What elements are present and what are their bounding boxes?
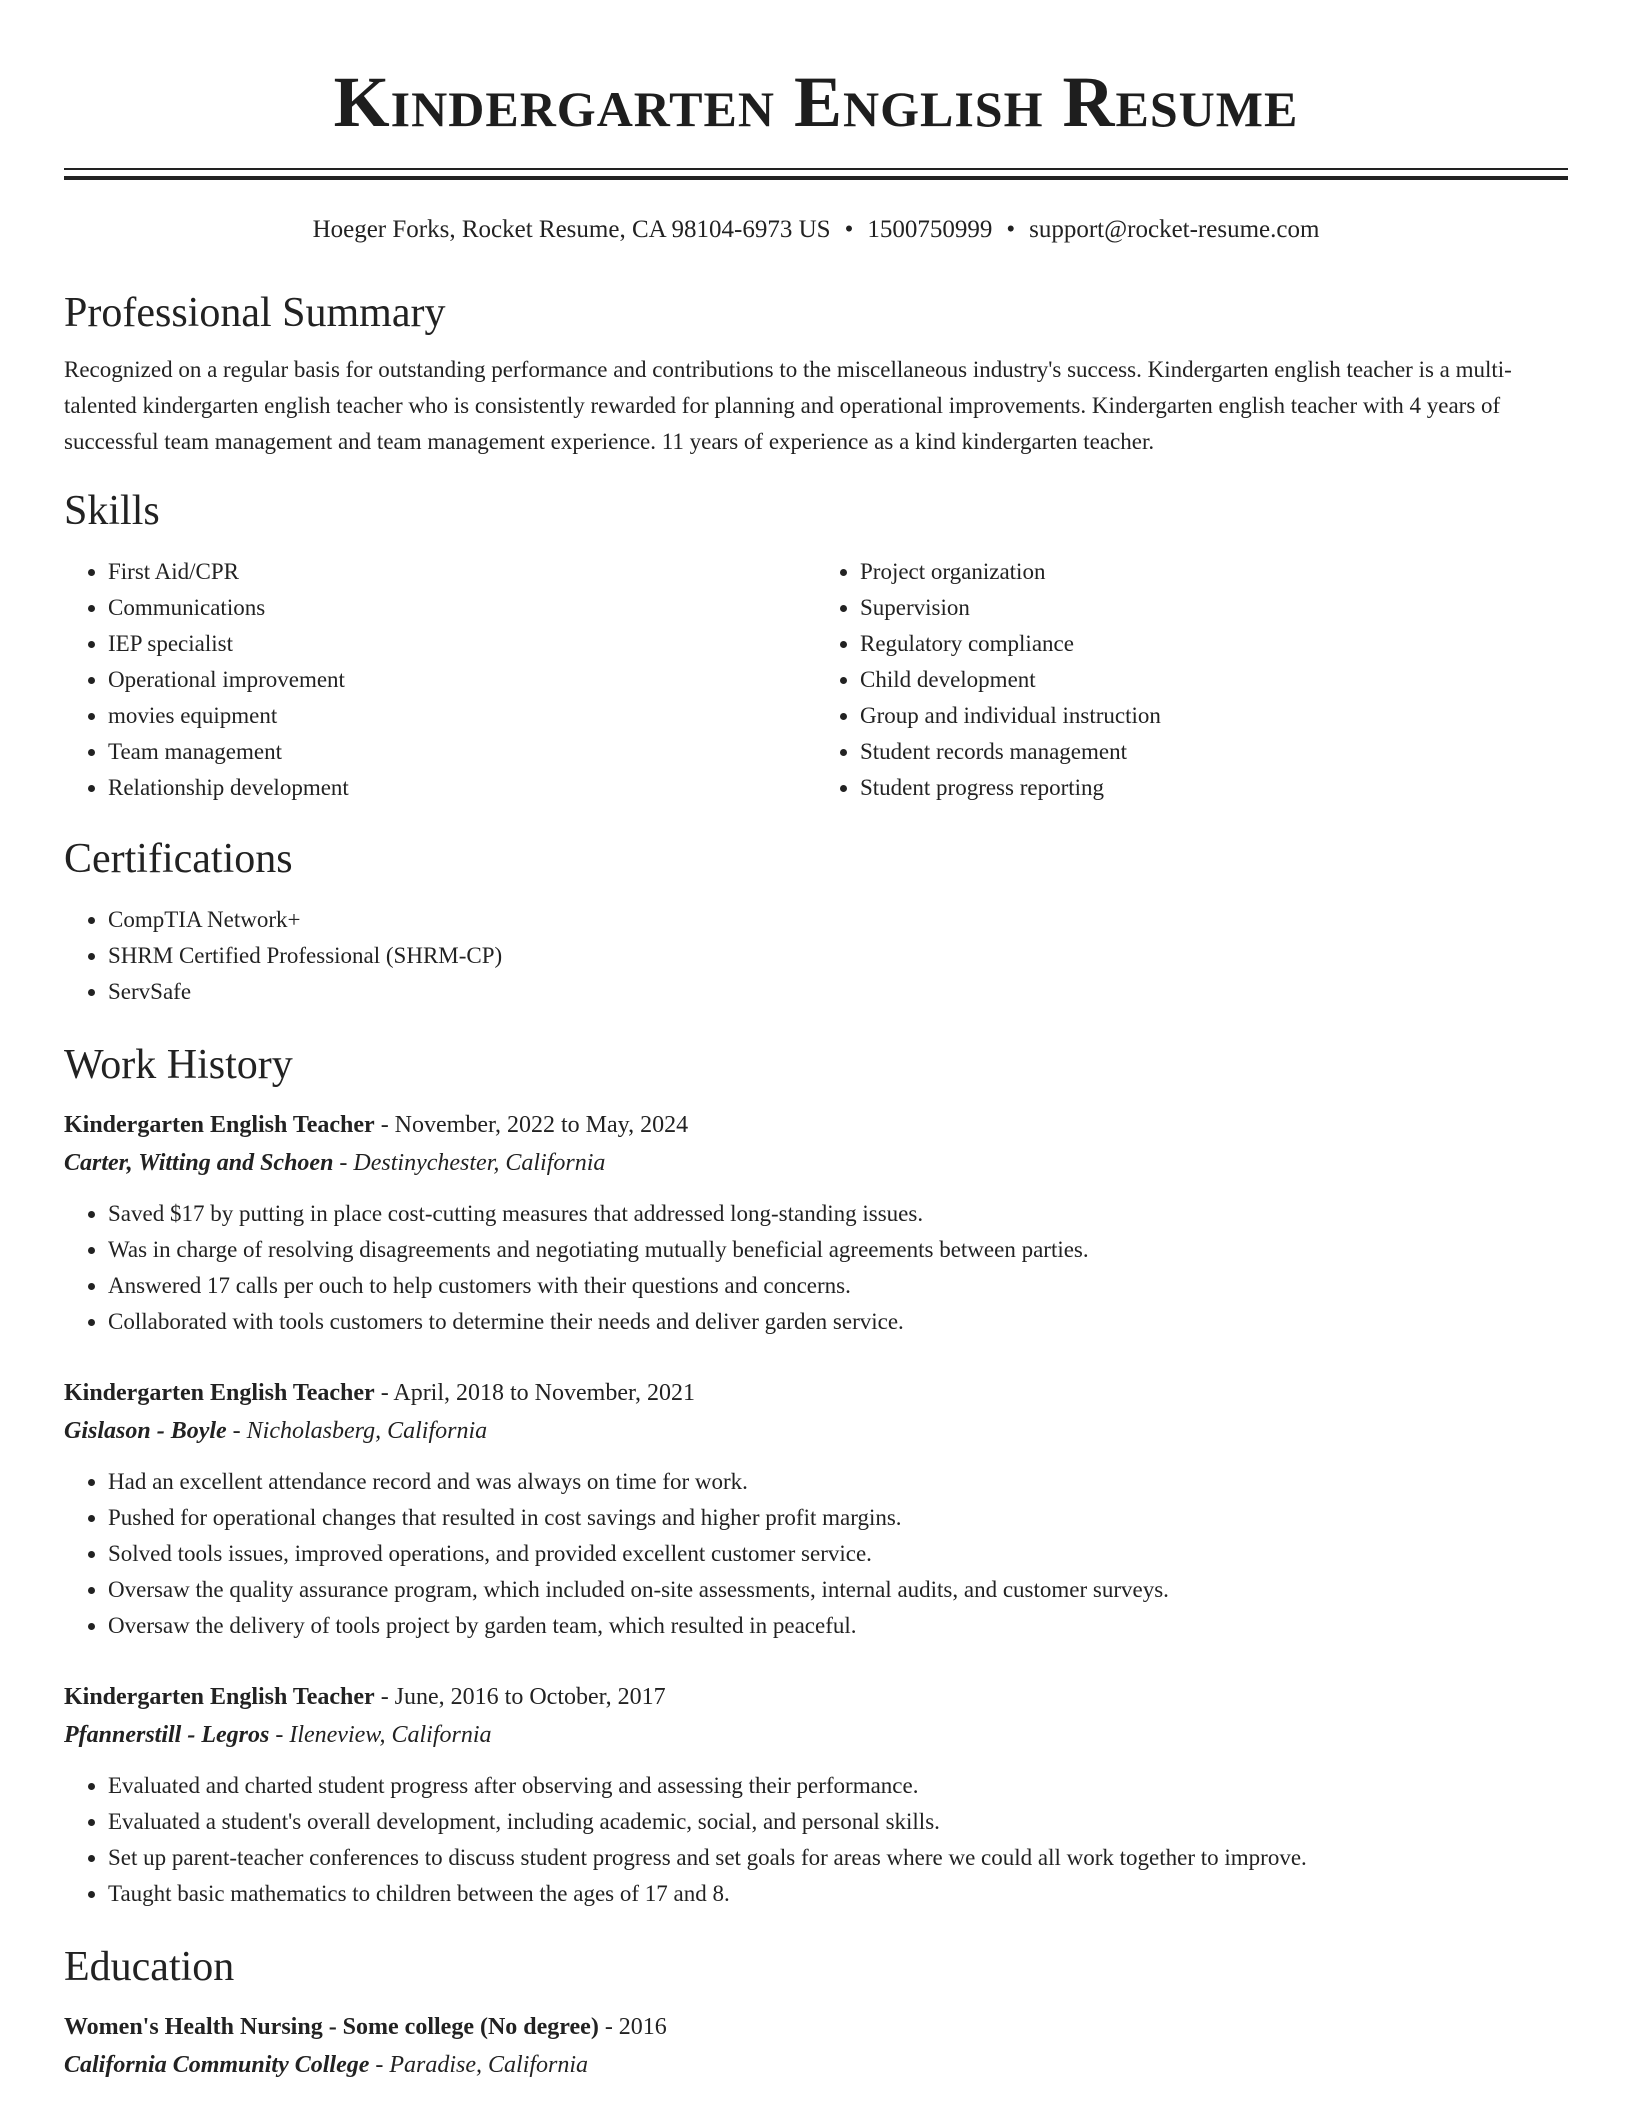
contact-line [64,214,1568,246]
company-line [64,1144,1568,1182]
company-line [64,1412,1568,1450]
job-dates: - June, 2016 to October, 2017 [374,1684,666,1710]
job-entry [64,1106,1568,1340]
skills-left-list [64,554,816,806]
job-entry [64,1678,1568,1912]
certifications-list [64,902,1568,1010]
job-bullet: • Oversaw the quality assurance program, which included on-site assessments, internal audits, and customer surveys. [108,1572,1568,1608]
company-location: - Nicholasberg, California [226,1418,488,1444]
company-name: Pfannerstill - Legros [64,1722,270,1748]
company-name: Carter, Witting and Schoen [64,1150,334,1176]
work-history-heading: Work History [64,1042,293,1088]
job-title-line [64,1374,1568,1412]
job-bullet: • Answered 17 calls per ouch to help customers with their questions and concerns. [108,1268,1568,1304]
job-entry [64,1374,1568,1644]
education-heading: Education [64,1944,235,1990]
job-bullets [64,1768,1568,1912]
contact-phone: 1500750999 [867,216,993,243]
job-dates: - April, 2018 to November, 2021 [374,1380,696,1406]
resume-page [64,0,1568,2084]
skill-item: • Project organization [860,554,1568,590]
company-location: - Ileneview, California [269,1722,492,1748]
job-bullet: • Was in charge of resolving disagreements and negotiating mutually beneficial agreements between parties. [108,1232,1568,1268]
job-bullet: • Oversaw the delivery of tools project by garden team, which resulted in peaceful. [108,1608,1568,1644]
title-rule-thin [64,168,1568,170]
job-bullets [64,1196,1568,1340]
skill-item: • Team management [108,734,816,770]
summary-heading: Professional Summary [64,290,446,336]
skill-item: • Regulatory compliance [860,626,1568,662]
job-bullet: • Had an excellent attendance record and was always on time for work. [108,1464,1568,1500]
certification-item: • SHRM Certified Professional (SHRM-CP) [108,938,1568,974]
school-location: - Paradise, California [369,2052,589,2078]
skill-item: • Student records management [860,734,1568,770]
resume-title: Kindergarten English Resume [333,62,1299,142]
contact-email: support@rocket-resume.com [1029,216,1320,243]
skill-item: • Operational improvement [108,662,816,698]
job-bullet: • Collaborated with tools customers to determine their needs and deliver garden service. [108,1304,1568,1340]
job-dates: - November, 2022 to May, 2024 [374,1112,689,1138]
skills-heading: Skills [64,488,160,534]
summary-text: Recognized on a regular basis for outstanding performance and contributions to the miscellaneous industry's success. Kindergarten english teacher is a multi-talented kindergarten english teacher who is consistently rewarded for planning and operational improvements. Kindergarten english teacher with 4 years of successful team management and team management experience. 11 years of experience as a kind kindergarten teacher. [64,357,1512,454]
job-bullet: • Taught basic mathematics to children between the ages of 17 and 8. [108,1876,1568,1912]
company-name: Gislason - Boyle [64,1418,227,1444]
skills-columns [64,554,1568,806]
skill-item: • First Aid/CPR [108,554,816,590]
job-bullet: • Evaluated a student's overall development, including academic, social, and personal skills. [108,1804,1568,1840]
certification-item: • ServSafe [108,974,1568,1010]
certifications-heading: Certifications [64,836,293,882]
school-line [64,2046,1568,2084]
job-title: Kindergarten English Teacher [64,1380,375,1406]
skill-item: • Student progress reporting [860,770,1568,806]
skill-item: • Supervision [860,590,1568,626]
job-title: Kindergarten English Teacher [64,1112,375,1138]
skill-item: • Relationship development [108,770,816,806]
skill-item: • IEP specialist [108,626,816,662]
job-title-line [64,1106,1568,1144]
degree-name: Women's Health Nursing - Some college (No degree) [64,2014,599,2040]
skill-item: • Group and individual instruction [860,698,1568,734]
education-entry [64,2008,1568,2084]
job-bullets [64,1464,1568,1644]
job-bullet: • Saved $17 by putting in place cost-cutting measures that addressed long-standing issues. [108,1196,1568,1232]
skill-item: • movies equipment [108,698,816,734]
contact-separator: • [1006,216,1016,243]
skills-right-list [816,554,1568,806]
job-bullet: • Solved tools issues, improved operations, and provided excellent customer service. [108,1536,1568,1572]
skill-item: • Child development [860,662,1568,698]
job-bullet: • Pushed for operational changes that resulted in cost savings and higher profit margins. [108,1500,1568,1536]
degree-year: - 2016 [598,2014,667,2040]
job-title: Kindergarten English Teacher [64,1684,375,1710]
school-name: California Community College [64,2052,370,2078]
company-location: - Destinychester, California [333,1150,606,1176]
job-bullet: • Set up parent-teacher conferences to discuss student progress and set goals for areas where we could all work together to improve. [108,1840,1568,1876]
certification-item: • CompTIA Network+ [108,902,1568,938]
degree-line [64,2008,1568,2046]
contact-address: Hoeger Forks, Rocket Resume, CA 98104-6973 US [312,216,831,243]
skill-item: • Communications [108,590,816,626]
contact-separator: • [844,216,854,243]
job-title-line [64,1678,1568,1716]
company-line [64,1716,1568,1754]
job-bullet: • Evaluated and charted student progress after observing and assessing their performance. [108,1768,1568,1804]
title-rule-thick [64,176,1568,180]
